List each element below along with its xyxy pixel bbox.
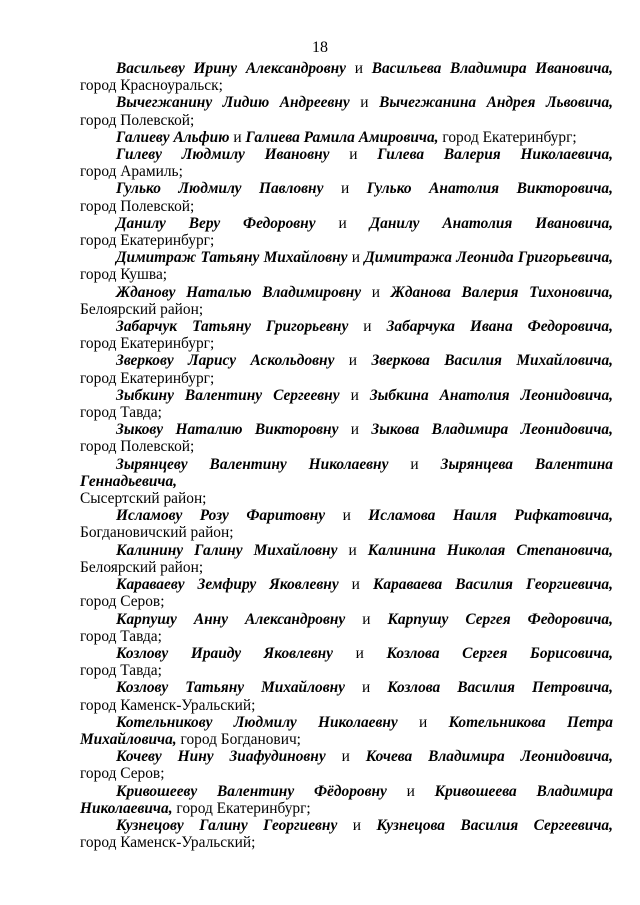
wife-name: Жданову Наталью Владимировну: [116, 283, 362, 301]
entry-line-1: [80, 284, 613, 301]
entry-line-2: [80, 662, 613, 679]
list-item: [80, 783, 613, 817]
conjunction: и: [341, 748, 350, 766]
entry-line-2: [80, 163, 613, 180]
place: город Екатеринбург;: [176, 799, 311, 817]
place: город Кушва;: [80, 266, 168, 284]
wife-name: Зверкову Ларису Аскольдовну: [116, 352, 335, 370]
wife-name: Зыбкину Валентину Сергеевну: [116, 386, 340, 404]
husband-name: Жданова Валерия Тихоновича,: [390, 283, 613, 301]
conjunction: и: [351, 249, 360, 267]
entry-line-2: [80, 438, 613, 455]
place: Богдановичский район;: [80, 524, 234, 542]
list-item: [80, 714, 613, 748]
husband-name: Зырянцева Валентина Геннадьевича,: [80, 455, 613, 490]
wife-name: Зыкову Наталию Викторовну: [116, 421, 339, 439]
conjunction: и: [363, 318, 372, 336]
entry-line-2: [80, 559, 613, 576]
entry-line-2: [80, 731, 613, 748]
entry-line-1: [80, 714, 613, 731]
wife-name: Гилеву Людмилу Ивановну: [116, 146, 330, 164]
entry-line-1: [80, 748, 613, 765]
entry-line-1: [80, 60, 613, 77]
place: город Каменск-Уральский;: [80, 834, 256, 852]
place: город Тавда;: [80, 627, 162, 645]
list-item: [80, 146, 613, 180]
husband-name: Карпушу Сергея Федоровича,: [387, 610, 613, 628]
place: город Екатеринбург;: [80, 335, 215, 353]
place: Белоярский район;: [80, 558, 204, 576]
conjunction: и: [349, 146, 358, 164]
place: город Екатеринбург;: [80, 369, 215, 387]
entry-line-2: [80, 301, 613, 318]
list-item: [80, 611, 613, 645]
wife-name: Забарчук Татьяну Григорьевну: [116, 318, 349, 336]
husband-name: Галиева Рамила Амировича,: [245, 128, 439, 146]
list-item: [80, 542, 613, 576]
list-item: [80, 645, 613, 679]
list-item: [80, 352, 613, 386]
entry-line-1: [80, 387, 613, 404]
place: город Каменск-Уральский;: [80, 696, 256, 714]
conjunction: и: [360, 94, 369, 112]
entry-line-2: [80, 697, 613, 714]
entry-line-1: [80, 249, 613, 266]
husband-name: Гилева Валерия Николаевича,: [377, 146, 613, 164]
entry-line-1: [80, 645, 613, 662]
conjunction: и: [419, 713, 428, 731]
page-number: 18: [312, 39, 328, 56]
list-item: [80, 215, 613, 249]
husband-name: Забарчука Ивана Федоровича,: [386, 318, 613, 336]
place: город Полевской;: [80, 111, 195, 129]
husband-name: Калинина Николая Степановича,: [367, 541, 613, 559]
husband-name: Караваева Василия Георгиевича,: [372, 576, 613, 594]
wife-name: Исламову Розу Фаритовну: [116, 507, 326, 525]
entry-line-1: [80, 318, 613, 335]
husband-name: Кузнецова Василия Сергеевича,: [376, 816, 613, 834]
list-item: [80, 94, 613, 128]
list-item: [80, 284, 613, 318]
wife-name: Гулько Людмилу Павловну: [116, 180, 324, 198]
entry-line-1: [80, 146, 613, 163]
husband-name: Гулько Анатолия Викторовича,: [366, 180, 613, 198]
wife-name: Кривошееву Валентину Фёдоровну: [116, 782, 387, 800]
entry-line-2: [80, 232, 613, 249]
entry-line-1: [80, 817, 613, 834]
entry-line-2: [80, 77, 613, 94]
place: Сысертский район;: [80, 490, 207, 508]
list-item: [80, 129, 613, 146]
list-item: [80, 180, 613, 214]
list-item: [80, 507, 613, 541]
place: город Серов;: [80, 593, 165, 611]
husband-name: Васильева Владимира Ивановича,: [371, 60, 613, 77]
entry-line-1: [80, 542, 613, 559]
wife-name: Козлову Ираиду Яковлевну: [116, 644, 334, 662]
wife-name: Димитраж Татьяну Михайловну: [116, 249, 348, 267]
husband-name-cont: Михайловича,: [80, 730, 177, 748]
list-item: [80, 817, 613, 851]
place: город Полевской;: [80, 438, 195, 456]
entry-line-2: [80, 404, 613, 421]
wife-name: Котельникову Людмилу Николаевну: [116, 713, 398, 731]
list-item: [80, 679, 613, 713]
wife-name: Караваеву Земфиру Яковлевну: [116, 576, 339, 594]
entry-line-1: [80, 783, 613, 800]
entry-line-2: [80, 490, 613, 507]
entry-line-1: [80, 215, 613, 232]
wife-name: Зырянцеву Валентину Николаевну: [116, 455, 389, 473]
conjunction: и: [406, 782, 415, 800]
place: город Богданович;: [180, 730, 301, 748]
place: город Екатеринбург;: [442, 128, 577, 146]
husband-name: Зыкова Владимира Леонидовича,: [371, 421, 613, 439]
entry-line-1: [80, 421, 613, 438]
wife-name: Козлову Татьяну Михайловну: [116, 679, 345, 697]
entry-line-2: [80, 112, 613, 129]
entry-line-2: [80, 834, 613, 851]
husband-name: Кочева Владимира Леонидовича,: [365, 748, 613, 766]
entry-line-1: [80, 507, 613, 524]
place: Белоярский район;: [80, 300, 204, 318]
list-item: [80, 421, 613, 455]
husband-name: Данилу Анатолия Ивановича,: [369, 214, 613, 232]
entry-line-2: [80, 800, 613, 817]
husband-name: Исламова Наиля Рифкатовича,: [368, 507, 613, 525]
place: город Серов;: [80, 765, 165, 783]
list-item: [80, 318, 613, 352]
entry-line-1: [80, 456, 613, 490]
entry-line-1: [80, 180, 613, 197]
entry-line-2: [80, 524, 613, 541]
conjunction: и: [354, 60, 363, 77]
husband-name: Котельникова Петра: [448, 713, 613, 731]
entry-line: [80, 129, 613, 146]
entry-line-2: [80, 628, 613, 645]
wife-name: Вычегжанину Лидию Андреевну: [116, 94, 350, 112]
husband-name: Зверкова Василия Михайловича,: [371, 352, 614, 370]
wife-name: Васильеву Ирину Александровну: [116, 60, 347, 77]
conjunction: и: [350, 386, 359, 404]
list-item: [80, 60, 613, 94]
conjunction: и: [340, 180, 350, 198]
list-item: [80, 576, 613, 610]
wife-name: Данилу Веру Федоровну: [116, 214, 316, 232]
entry-line-2: [80, 335, 613, 352]
list-item: [80, 249, 613, 283]
list-item: [80, 456, 613, 508]
conjunction: и: [361, 679, 371, 697]
entry-line-1: [80, 576, 613, 593]
entry-line-2: [80, 765, 613, 782]
wife-name: Кочеву Нину Зиафудиновну: [116, 748, 326, 766]
conjunction: и: [350, 421, 360, 439]
conjunction: и: [351, 576, 360, 594]
husband-name-cont: Николаевича,: [80, 799, 173, 817]
place: город Полевской;: [80, 197, 195, 215]
conjunction: и: [355, 644, 364, 662]
awardee-list: [80, 60, 613, 851]
wife-name: Калинину Галину Михайловну: [116, 541, 338, 559]
place: город Тавда;: [80, 404, 162, 422]
conjunction: и: [338, 214, 347, 232]
wife-name: Карпушу Анну Александровну: [116, 610, 346, 628]
conjunction: и: [348, 541, 357, 559]
husband-name: Зыбкина Анатолия Леонидовича,: [369, 386, 613, 404]
wife-name: Галиеву Альфию: [116, 128, 230, 146]
place: город Тавда;: [80, 662, 162, 680]
entry-line-1: [80, 352, 613, 369]
conjunction: и: [352, 816, 362, 834]
entry-line-2: [80, 370, 613, 387]
entry-line-2: [80, 198, 613, 215]
entry-line-1: [80, 611, 613, 628]
conjunction: и: [371, 283, 380, 301]
husband-name: Козлова Василия Петровича,: [387, 679, 613, 697]
place: город Арамиль;: [80, 163, 183, 181]
husband-name: Кривошеева Владимира: [434, 782, 613, 800]
entry-line-1: [80, 94, 613, 111]
conjunction: и: [342, 507, 351, 525]
list-item: [80, 387, 613, 421]
conjunction: и: [233, 128, 242, 146]
conjunction: и: [348, 352, 358, 370]
husband-name: Козлова Сергея Борисовича,: [386, 644, 613, 662]
wife-name: Кузнецову Галину Георгиевну: [116, 816, 338, 834]
place: город Екатеринбург;: [80, 232, 215, 250]
entry-line-2: [80, 266, 613, 283]
conjunction: и: [362, 610, 371, 628]
list-item: [80, 748, 613, 782]
husband-name: Вычегжанина Андрея Львовича,: [379, 94, 614, 112]
place: город Красноуральск;: [80, 77, 223, 95]
entry-line-1: [80, 679, 613, 696]
conjunction: и: [410, 455, 419, 473]
entry-line-2: [80, 593, 613, 610]
husband-name: Димитража Леонида Григорьевича,: [364, 249, 613, 267]
